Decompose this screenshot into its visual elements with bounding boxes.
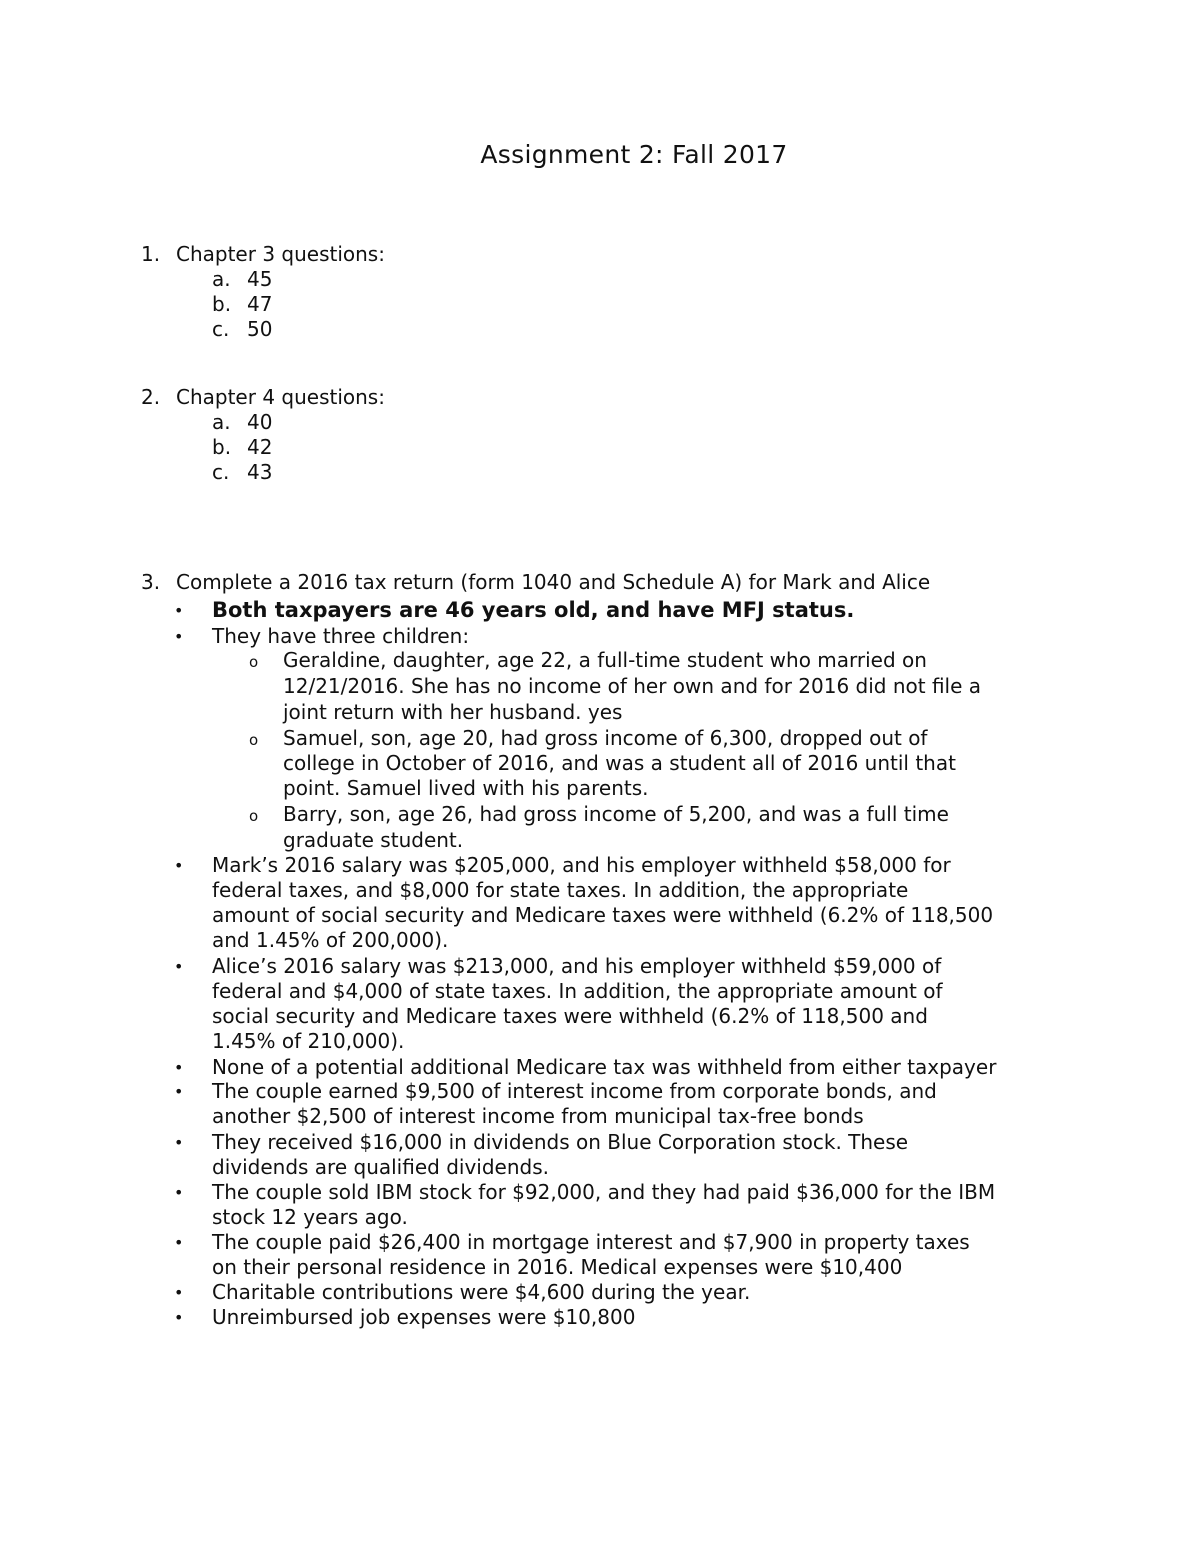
fact-dividends-line-1: They received $16,000 in dividends on Blue Corporation stock. These xyxy=(212,1130,909,1154)
q1-item-a-value: 45 xyxy=(247,267,273,291)
fact-mark-line-2: federal taxes, and $8,000 for state taxes. In addition, the appropriate xyxy=(212,878,909,902)
bullet-status: • xyxy=(174,601,184,620)
q3-label: Complete a 2016 tax return (form 1040 and Schedule A) for Mark and Alice xyxy=(176,570,931,594)
child-barry-line-2: graduate student. xyxy=(283,828,464,852)
q1-item-b-value: 47 xyxy=(247,292,273,316)
fact-mortgage-line-2: on their personal residence in 2016. Medical expenses were $10,400 xyxy=(212,1255,903,1279)
status-text: Both taxpayers are 46 years old, and have MFJ status. xyxy=(212,598,855,622)
child-samuel-line-3: point. Samuel lived with his parents. xyxy=(283,776,649,800)
q2-item-b-letter: b. xyxy=(212,435,232,459)
children-intro: They have three children: xyxy=(212,624,470,648)
bullet-fact-mark: • xyxy=(174,856,184,875)
fact-interest-line-1: The couple earned $9,500 of interest income from corporate bonds, and xyxy=(212,1079,937,1103)
q2-item-c-value: 43 xyxy=(247,460,273,484)
q1-item-c-letter: c. xyxy=(212,317,230,341)
page-title: Assignment 2: Fall 2017 xyxy=(480,140,788,169)
fact-mark-line-1: Mark’s 2016 salary was $205,000, and his employer withheld $58,000 for xyxy=(212,853,951,877)
fact-interest-line-2: another $2,500 of interest income from municipal tax-free bonds xyxy=(212,1104,864,1128)
bullet-fact-medicare: • xyxy=(174,1058,184,1077)
q2-number: 2. xyxy=(141,385,161,409)
q1-item-a-letter: a. xyxy=(212,267,231,291)
fact-alice-line-3: social security and Medicare taxes were withheld (6.2% of 118,500 and xyxy=(212,1004,928,1028)
fact-mortgage-line-1: The couple paid $26,400 in mortgage interest and $7,900 in property taxes xyxy=(212,1230,970,1254)
fact-alice-line-1: Alice’s 2016 salary was $213,000, and his employer withheld $59,000 of xyxy=(212,954,942,978)
fact-charitable-line-1: Charitable contributions were $4,600 during the year. xyxy=(212,1280,751,1304)
child-samuel-line-2: college in October of 2016, and was a student all of 2016 until that xyxy=(283,751,956,775)
fact-ibm-line-1: The couple sold IBM stock for $92,000, and they had paid $36,000 for the IBM xyxy=(212,1180,996,1204)
sub-bullet-samuel: o xyxy=(249,731,259,749)
bullet-fact-job-expenses: • xyxy=(174,1308,184,1327)
fact-job-expenses-line-1: Unreimbursed job expenses were $10,800 xyxy=(212,1305,636,1329)
bullet-fact-mortgage: • xyxy=(174,1233,184,1252)
bullet-fact-charitable: • xyxy=(174,1283,184,1302)
q1-label: Chapter 3 questions: xyxy=(176,242,385,266)
q2-item-a-letter: a. xyxy=(212,410,231,434)
q2-item-b-value: 42 xyxy=(247,435,273,459)
child-geraldine-line-2: 12/21/2016. She has no income of her own and for 2016 did not file a xyxy=(283,674,982,698)
bullet-fact-ibm: • xyxy=(174,1183,184,1202)
q2-item-c-letter: c. xyxy=(212,460,230,484)
q1-number: 1. xyxy=(141,242,161,266)
sub-bullet-geraldine: o xyxy=(249,653,259,671)
q2-label: Chapter 4 questions: xyxy=(176,385,385,409)
bullet-fact-alice: • xyxy=(174,957,184,976)
bullet-fact-interest: • xyxy=(174,1082,184,1101)
bullet-children-intro: • xyxy=(174,627,184,646)
child-samuel-line-1: Samuel, son, age 20, had gross income of 6,300, dropped out of xyxy=(283,726,928,750)
child-barry-line-1: Barry, son, age 26, had gross income of 5,200, and was a full time xyxy=(283,802,949,826)
fact-mark-line-3: amount of social security and Medicare taxes were withheld (6.2% of 118,500 xyxy=(212,903,994,927)
fact-ibm-line-2: stock 12 years ago. xyxy=(212,1205,408,1229)
sub-bullet-barry: o xyxy=(249,807,259,825)
q1-item-c-value: 50 xyxy=(247,317,273,341)
fact-alice-line-2: federal and $4,000 of state taxes. In addition, the appropriate amount of xyxy=(212,979,943,1003)
fact-mark-line-4: and 1.45% of 200,000). xyxy=(212,928,449,952)
fact-medicare-line-1: None of a potential additional Medicare tax was withheld from either taxpayer xyxy=(212,1055,997,1079)
fact-alice-line-4: 1.45% of 210,000). xyxy=(212,1029,405,1053)
child-geraldine-line-3: joint return with her husband. yes xyxy=(283,700,623,724)
q3-number: 3. xyxy=(141,570,161,594)
q1-item-b-letter: b. xyxy=(212,292,232,316)
child-geraldine-line-1: Geraldine, daughter, age 22, a full-time student who married on xyxy=(283,648,927,672)
q2-item-a-value: 40 xyxy=(247,410,273,434)
fact-dividends-line-2: dividends are qualified dividends. xyxy=(212,1155,549,1179)
bullet-fact-dividends: • xyxy=(174,1133,184,1152)
